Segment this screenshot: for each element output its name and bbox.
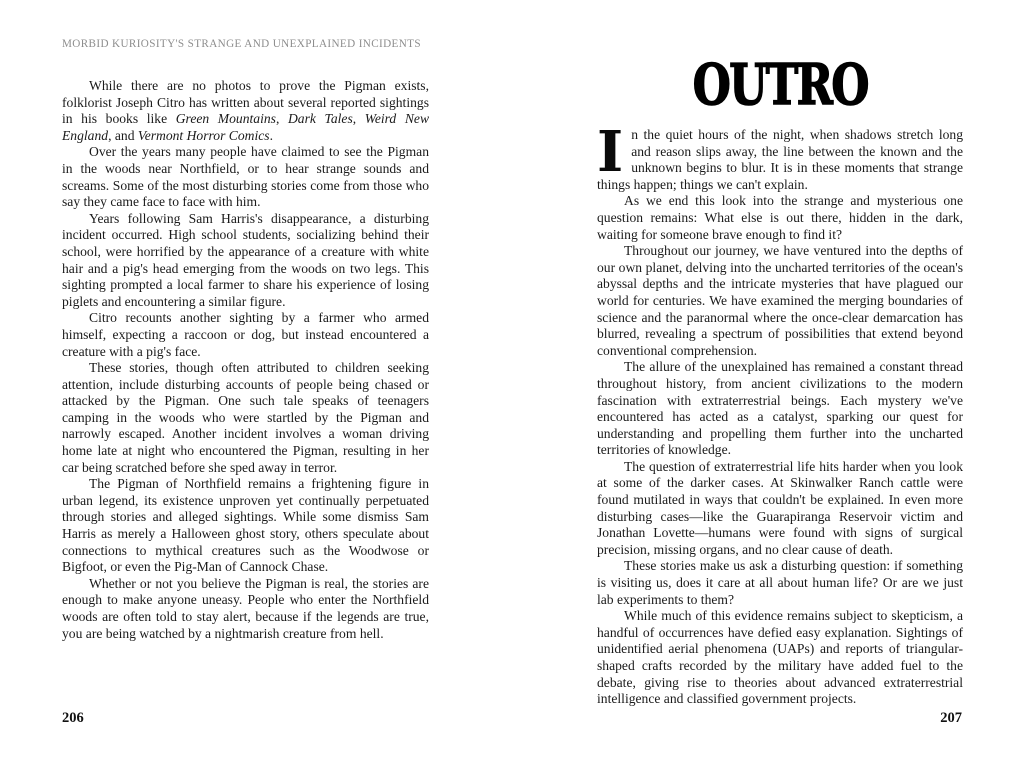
paragraph-journey-recap: Throughout our journey, we have ventured into the depths of our own planet, delving into the uncharted territories of the ocean's abyssal depths and the intricate mysteries that have plagued our world for centuries. We have examined the merging boundaries of science and the paranormal where the once-clear demarcation has blurred, revealing a spectrum of possibilities that extend beyond conventional comprehension. — [597, 243, 963, 358]
chapter-title-text: OUTRO — [692, 52, 868, 118]
drop-cap: I — [597, 119, 624, 185]
paragraph-disturbing-question: These stories make us ask a disturbing question: if something is visiting us, does it care at all about human life? Or are we just lab experiments to them? — [597, 558, 963, 607]
paragraph-farmer-sighting: Citro recounts another sighting by a farmer who armed himself, expecting a raccoon or dog, but instead encountered a creature with a pig's face. — [62, 310, 429, 359]
book-title-italic: Green Mountains — [175, 111, 276, 127]
page-number-right: 207 — [940, 710, 962, 726]
paragraph-intro — [597, 119, 963, 193]
chapter-title — [597, 52, 963, 118]
text-run: , and — [108, 127, 138, 143]
text-run: n the quiet hours of the night, when shadows stretch long and reason slips away, the line between the known and the unknown begins to blur. It is in these moments that strange things happen; things we can't explain. — [597, 127, 963, 192]
paragraph-allure-unexplained: The allure of the unexplained has remained a constant thread throughout history, from ancient civilizations to the modern fascination with extraterrestrial beings. Each mystery we've encountered has acted as a catalyst, sparking our quest for understanding and propelling them further into the uncharted territories of knowledge. — [597, 359, 963, 458]
right-body-text — [597, 119, 963, 708]
running-header-text: MORBID KURIOSITY'S STRANGE AND UNEXPLAINED INCIDENTS — [62, 36, 421, 50]
page-right — [597, 52, 963, 708]
page-number-left: 206 — [62, 710, 84, 726]
paragraph-high-school-incident: Years following Sam Harris's disappearance, a disturbing incident occurred. High school students, socializing behind their school, were horrified by the appearance of a creature with white hair and a pig's head emerging from the woods on two legs. This sighting prompted a local farmer to share his experience of losing piglets and encountering a similar figure. — [62, 210, 429, 309]
paragraph-one-question: As we end this look into the strange and mysterious one question remains: What else is out there, hidden in the dark, waiting for someone brave enough to find it? — [597, 193, 963, 242]
text-run: , — [352, 111, 365, 127]
text-run: While there are no photos to prove the Pigman exists, folklorist Joseph Citro has written about several reported sightings in his books like — [62, 78, 429, 127]
paragraph-closing-warning: Whether or not you believe the Pigman is real, the stories are enough to make anyone uneasy. People who enter the Northfield woods are often told to stay alert, because if the legends are true, you are being watched by a nightmarish creature from hell. — [62, 575, 429, 641]
paragraph-sightings-over-years: Over the years many people have claimed to see the Pigman in the woods near Northfield, or to hear strange sounds and screams. Some of the most disturbing stories come from those who say they came face to face with him. — [62, 144, 429, 210]
book-title-italic: Weird New England — [62, 111, 430, 143]
paragraph-uap-evidence: While much of this evidence remains subject to skepticism, a handful of occurrences have defied easy explanation. Sightings of unidentified aerial phenomena (UAPs) and reports of triangular-shaped crafts recorded by the military have added fuel to the debate, giving rise to theories about advanced extraterrestrial intelligence and classified government projects. — [597, 608, 963, 707]
book-title-italic: Dark Tales — [287, 111, 353, 127]
book-title-italic: Vermont Horror Comics — [137, 127, 270, 143]
paragraph-pigman-books — [62, 78, 429, 144]
paragraph-darker-cases: The question of extraterrestrial life hits harder when you look at some of the darker cases. At Skinwalker Ranch cattle were found mutilated in ways that couldn't be explained. In even more disturbing cases—like the Guarapiranga Reservoir victim and Jonathan Lovette—humans were found with signs of surgical precision, missing organs, and no clear cause of death. — [597, 458, 963, 557]
paragraph-disturbing-accounts: These stories, though often attributed to children seeking attention, include disturbing accounts of people being chased or attacked by the Pigman. One such tale speaks of teenagers camping in the woods who were startled by the Pigman and narrowly escaped. Another incident involves a woman driving home late at night who encountered the Pigman, resulting in her car being scratched before she sped away in terror. — [62, 360, 429, 475]
paragraph-urban-legend: The Pigman of Northfield remains a frightening figure in urban legend, its existence unproven yet continually perpetuated through stories and alleged sightings. While some dismiss Sam Harris as merely a Halloween ghost story, others speculate about connections to mythical creatures such as the Woodwose or Bigfoot, or even the Pig-Man of Cannock Chase. — [62, 476, 429, 575]
page-left — [62, 36, 429, 642]
text-run: . — [269, 127, 273, 143]
text-run: , — [275, 111, 288, 127]
running-header — [62, 36, 421, 51]
left-body-text — [62, 78, 429, 642]
